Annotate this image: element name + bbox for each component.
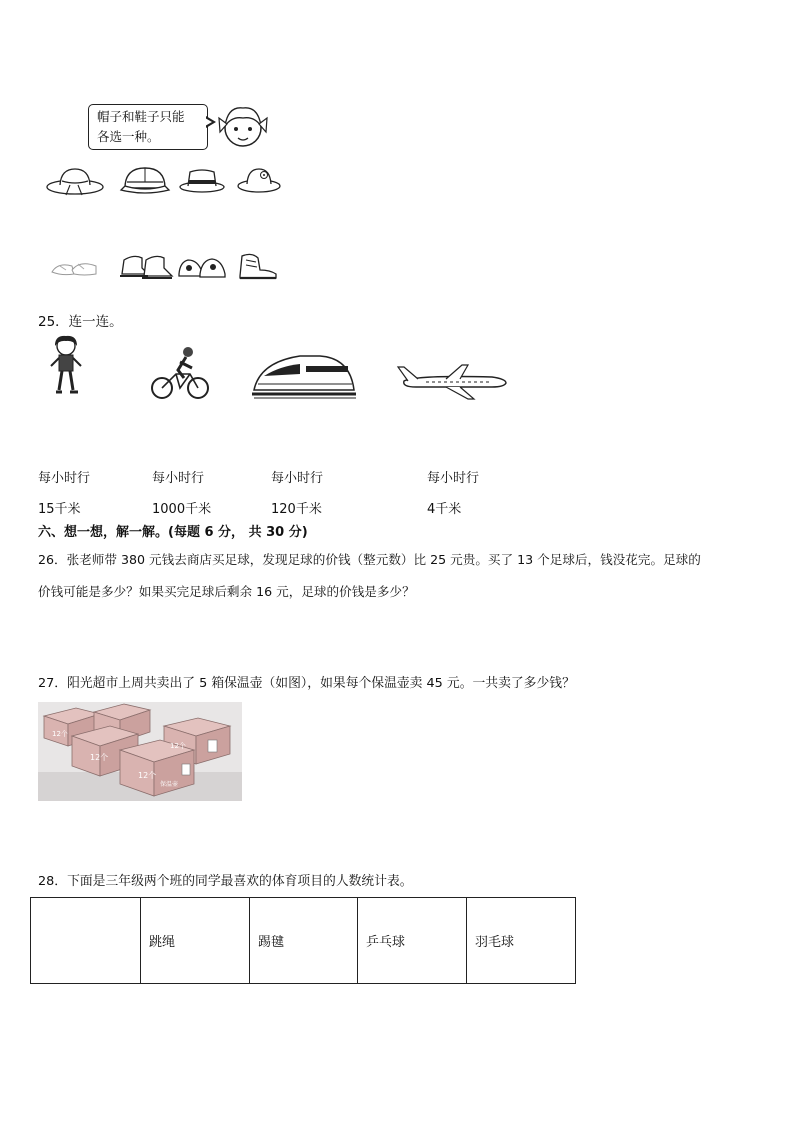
table-header-badminton: 羽毛球 [467, 898, 576, 984]
box-label-3: 12个 [170, 742, 186, 750]
table-header-jump-rope: 跳绳 [141, 898, 250, 984]
sandals-icon [48, 254, 100, 280]
speed-label-2-top: 每小时行 [152, 471, 205, 486]
cyclist-icon [150, 344, 210, 402]
fedora-hat-icon [178, 166, 226, 194]
speed-label-4-bottom: 4千米 [427, 502, 462, 517]
speed-label-3-top: 每小时行 [271, 471, 324, 486]
question-26-line-1: 26．张老师带 380 元钱去商店买足球，发现足球的价钱（整元数）比 25 元贵。买了 13 个足球后，钱没花完。足球的 [38, 552, 701, 567]
box-label-2: 12个 [90, 753, 109, 762]
box-label-4: 12个 [138, 771, 157, 780]
sports-shoes-icon [236, 250, 280, 282]
speed-label-4-top: 每小时行 [427, 471, 480, 486]
table-header-row [31, 898, 576, 984]
question-26-line-2: 价钱可能是多少？如果买完足球后剩余 16 元，足球的价钱是多少？ [38, 584, 415, 599]
speed-label-1-bottom: 15千米 [38, 502, 81, 517]
speed-label-1-top: 每小时行 [38, 471, 91, 486]
box-label-1: 12个 [52, 730, 68, 738]
section-6-heading: 六、想一想，解一解。(每题 6 分， 共 30 分) [38, 525, 308, 540]
question-28-text: 28．下面是三年级两个班的同学最喜欢的体育项目的人数统计表。 [38, 874, 413, 889]
sports-stats-table [30, 897, 576, 984]
table-header-table-tennis: 乒乓球 [358, 898, 467, 984]
speech-bubble-line-2: 各选一种。 [97, 129, 160, 144]
walking-girl-icon [46, 334, 86, 398]
speed-label-2-bottom: 1000千米 [152, 502, 212, 517]
question-27-text: 27．阳光超市上周共卖出了 5 箱保温壶（如图），如果每个保温壶卖 45 元。一共卖了多少钱？ [38, 676, 575, 691]
box-label-5: 保温壶 [160, 781, 179, 788]
airplane-icon [396, 361, 510, 401]
girl-face-icon [214, 98, 272, 154]
sneakers-icon [176, 250, 228, 282]
sun-hat-icon [44, 163, 106, 197]
thermos-boxes-image [38, 702, 242, 801]
speech-bubble [88, 104, 208, 150]
high-speed-train-icon [250, 352, 358, 402]
question-25-prompt: 25．连一连。 [38, 314, 123, 330]
flower-hat-icon [236, 163, 282, 195]
boots-icon [118, 250, 174, 282]
table-header-blank [31, 898, 141, 984]
table-header-shuttlecock: 踢毽 [250, 898, 358, 984]
baseball-cap-icon [119, 164, 171, 196]
speech-bubble-line-1: 帽子和鞋子只能 [97, 109, 185, 124]
speed-label-3-bottom: 120千米 [271, 502, 322, 517]
